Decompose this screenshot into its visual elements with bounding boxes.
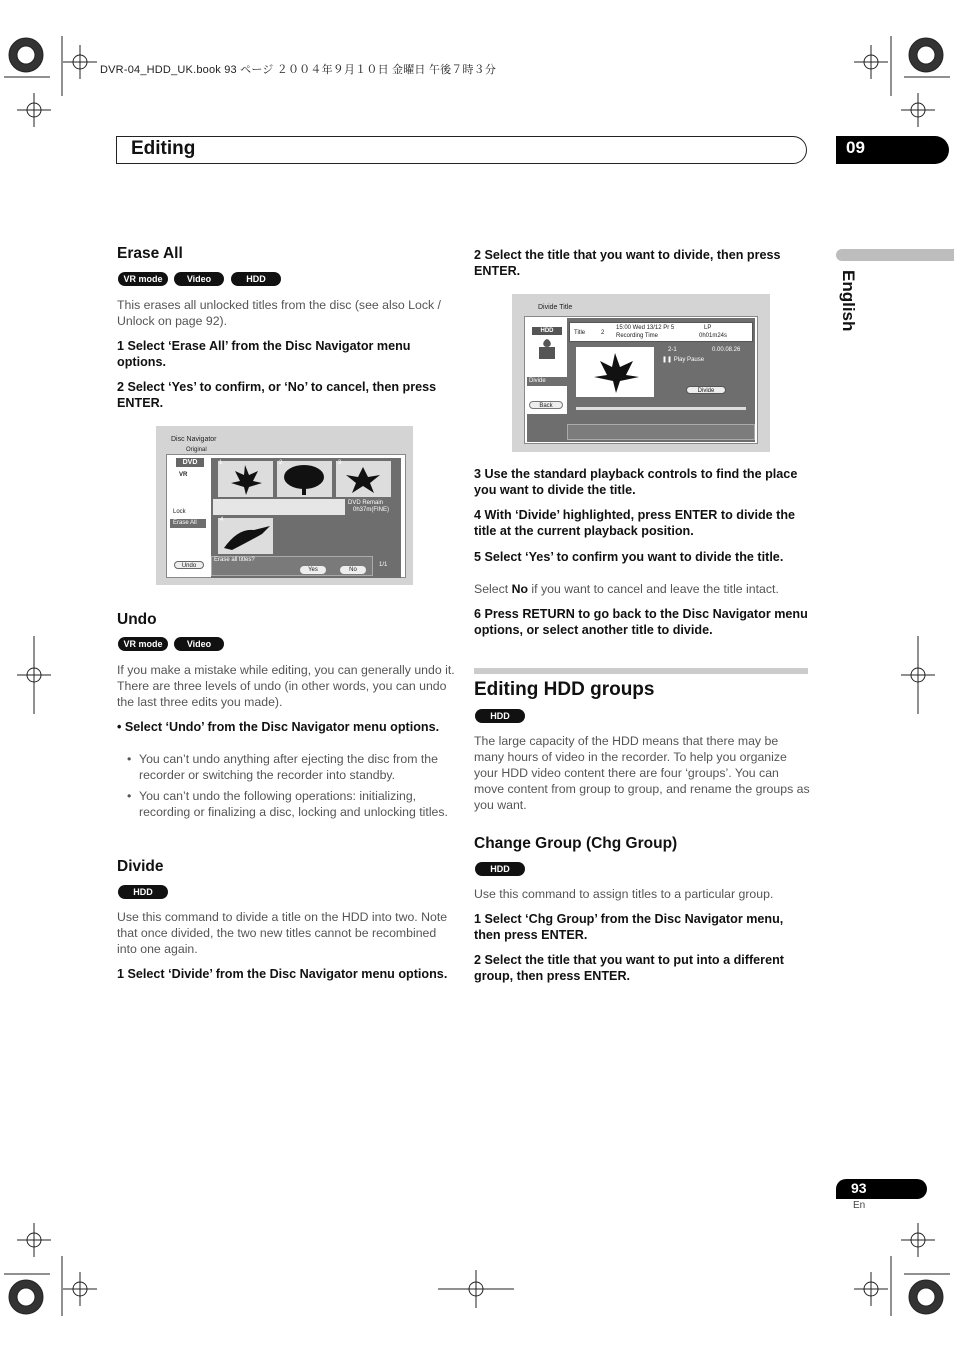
- video-preview: [576, 347, 654, 397]
- editing-groups-intro: The large capacity of the HDD means that there may be many hours of video in the recorder. To help you organize your HDD video content there are four ‘groups’. You can move content from group to group, and rename the groups as you want.: [474, 734, 810, 812]
- thumbnail-1: [218, 461, 273, 497]
- vr-mode-badge: VR mode: [118, 637, 168, 651]
- erase-all-heading: Erase All: [117, 245, 183, 262]
- registration-mark-icon: [4, 36, 62, 96]
- undo-heading: Undo: [117, 611, 157, 628]
- play-status: ❚❚ Play Pause: [662, 357, 705, 363]
- timecode: 0.00.08.26: [712, 347, 741, 353]
- divide-step-3: 3 Use the standard playback controls to find the place you want to divide the title.: [474, 467, 798, 497]
- language-tab: [836, 249, 954, 261]
- undo-intro: If you make a mistake while editing, you can generally undo it. There are three levels of undo (in other words, you can undo the last three edits you made).: [117, 663, 455, 709]
- title-info-box: [213, 499, 345, 515]
- divide-title-label: Divide Title: [538, 304, 573, 311]
- tree-icon: [277, 461, 332, 497]
- hdd-badge: HDD: [231, 272, 281, 286]
- leaf-icon: [576, 347, 654, 397]
- menu-erase-all: Erase All: [173, 520, 197, 526]
- divide-intro: Use this command to divide a title on the HDD into two. Note that once divided, the two new titles cannot be recombined into one again.: [117, 910, 448, 956]
- recording-info: 15:00 Wed 13/12 Pr 5: [616, 325, 675, 331]
- hdd-logo: HDD: [532, 327, 562, 335]
- thumb-number-3: 3: [338, 460, 342, 466]
- note-pre: Select: [474, 582, 512, 596]
- hdd-badge: HDD: [118, 885, 168, 899]
- page-number-tab: [836, 1179, 927, 1199]
- thumb-number-4: 4: [220, 517, 224, 523]
- bullet-marker: •: [127, 789, 132, 803]
- divide-step-6: 6 Press RETURN to go back to the Disc Navigator menu options, or select another title to divide.: [474, 607, 808, 637]
- undo-step: • Select ‘Undo’ from the Disc Navigator menu options.: [117, 720, 440, 734]
- thumb-number-2: 2: [279, 460, 283, 466]
- erase-all-step-1: 1 Select ‘Erase All’ from the Disc Navigator menu options.: [117, 339, 411, 369]
- language-label-box: [838, 270, 868, 350]
- recording-mode: LP: [704, 325, 712, 331]
- recording-time-label: Recording Time: [616, 333, 659, 339]
- dvd-logo: DVD: [176, 458, 204, 467]
- section-divider: [474, 668, 808, 674]
- section-title: Editing: [131, 138, 196, 159]
- divide-step-4: 4 With ‘Divide’ highlighted, press ENTER to divide the title at the current playback position.: [474, 508, 796, 538]
- vr-mode-badge: VR mode: [118, 272, 168, 286]
- original-tab: Original: [186, 447, 207, 453]
- divide-button[interactable]: Divide: [686, 386, 726, 394]
- hdd-badge: HDD: [475, 709, 525, 723]
- section-title-bar: [116, 136, 807, 164]
- page-language-code: En: [853, 1200, 866, 1211]
- chapter-number: 2-1: [668, 347, 677, 353]
- thumb-number-1: 1: [219, 460, 223, 466]
- no-button[interactable]: No: [340, 566, 366, 574]
- note-bold: No: [511, 582, 528, 596]
- side-divide: Divide: [529, 378, 546, 384]
- divide-step-5: 5 Select ‘Yes’ to confirm you want to divide the title.: [474, 550, 784, 564]
- thumbnail-3: [336, 461, 391, 497]
- disc-navigator-title: Disc Navigator: [171, 436, 217, 443]
- message-bar: [567, 424, 755, 440]
- page-indicator: 1/1: [379, 562, 388, 568]
- dvd-remain-value: 0h37m(FINE): [353, 507, 390, 513]
- divide-heading: Divide: [117, 858, 164, 875]
- hdd-badge: HDD: [475, 862, 525, 876]
- toucan-icon: [218, 518, 273, 554]
- menu-lock: Lock: [173, 509, 186, 515]
- note-post: if you want to cancel and leave the title intact.: [528, 582, 779, 596]
- dvd-remain-label: DVD Remain: [348, 500, 384, 506]
- file-info-line: DVR-04_HDD_UK.book 93 ページ ２００４年９月１０日 金曜日 午後７時３分: [100, 64, 497, 76]
- recording-time: 0h01m24s: [699, 333, 728, 339]
- change-group-heading: Change Group (Chg Group): [474, 835, 678, 852]
- lily-icon: [336, 461, 391, 497]
- erase-prompt: Erase all titles?: [214, 557, 255, 563]
- undo-bullet-1: You can’t undo anything after ejecting the disc from the recorder or switching the recorder into standby.: [139, 752, 438, 782]
- page-number: 93: [851, 1180, 867, 1196]
- divide-step-1: 1 Select ‘Divide’ from the Disc Navigator menu options.: [117, 967, 448, 981]
- change-group-intro: Use this command to assign titles to a particular group.: [474, 887, 774, 901]
- menu-undo: Undo: [174, 561, 204, 569]
- progress-bar[interactable]: [576, 407, 746, 410]
- chapter-number: 09: [846, 138, 865, 157]
- back-button[interactable]: Back: [529, 401, 563, 409]
- language-label: English: [839, 270, 858, 332]
- thumbnail-4: [218, 518, 273, 554]
- erase-all-intro: This erases all unlocked titles from the disc (see also Lock / Unlock on page 92).: [117, 298, 441, 328]
- thumbnail-2: [277, 461, 332, 497]
- erase-all-step-2: 2 Select ‘Yes’ to confirm, or ‘No’ to cancel, then press ENTER.: [117, 380, 437, 410]
- title-label: Title: [574, 330, 586, 336]
- change-group-step-1: 1 Select ‘Chg Group’ from the Disc Navigator menu, then press ENTER.: [474, 912, 784, 942]
- divide-title-screen: [512, 294, 770, 452]
- divide-step-5-note: [474, 581, 814, 597]
- gift-box-icon: [536, 338, 558, 360]
- leaf-icon: [218, 461, 273, 497]
- disc-navigator-screen: [156, 426, 413, 585]
- video-mode-badge: Video mode: [174, 637, 224, 651]
- change-group-step-2: 2 Select the title that you want to put into a different group, then press ENTER.: [474, 953, 784, 983]
- title-number: 2: [601, 330, 605, 336]
- video-mode-badge: Video mode: [174, 272, 224, 286]
- editing-groups-heading: Editing HDD groups: [474, 679, 655, 700]
- bullet-marker: •: [127, 752, 132, 766]
- chapter-tab: [836, 136, 949, 164]
- divide-step-2: 2 Select the title that you want to divide, then press ENTER.: [474, 248, 781, 278]
- undo-bullet-2: You can’t undo the following operations: initializing, recording or finalizing a disc, locking and unlocking titles.: [139, 789, 448, 819]
- yes-button[interactable]: Yes: [300, 566, 326, 574]
- vr-label: VR: [179, 472, 188, 478]
